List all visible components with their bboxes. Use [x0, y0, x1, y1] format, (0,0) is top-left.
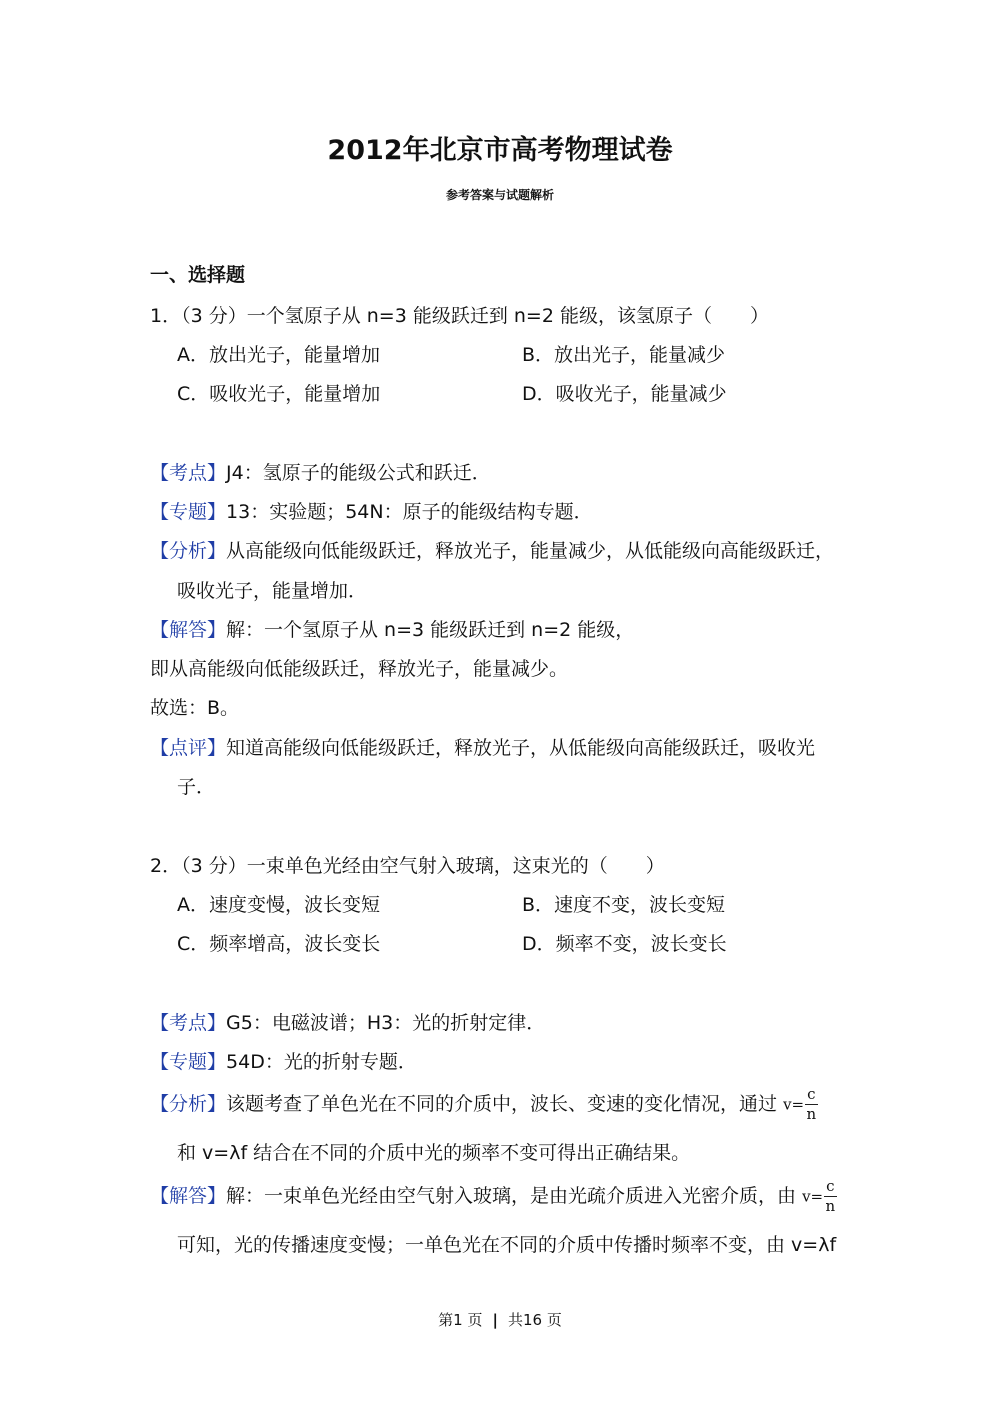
page-number: 第1 页	[438, 1311, 483, 1329]
fenxi-text: 从高能级向低能级跃迁，释放光子，能量减少，从低能级向高能级跃迁，	[226, 540, 835, 562]
q1-answer: 故选：B。	[150, 697, 240, 719]
q1-dianping	[150, 733, 815, 760]
q2-stem: 2．（3 分）一束单色光经由空气射入玻璃，这束光的（ ）	[150, 855, 665, 877]
formula-denominator: n	[806, 1105, 817, 1123]
kaodian-text: J4：氢原子的能级公式和跃迁．	[226, 462, 491, 484]
q1-dianping-cont: 子．	[177, 776, 216, 798]
q1-option-c: C．吸收光子，能量增加	[177, 383, 381, 405]
formula-numerator: c	[826, 1177, 835, 1195]
q1-fenxi-cont: 吸收光子，能量增加．	[177, 580, 368, 602]
q2-option-a: A．速度变慢，波长变短	[177, 894, 380, 916]
dianping-tag: 【点评】	[150, 737, 227, 759]
fenxi-tag: 【分析】	[150, 1093, 227, 1115]
kaodian-text: G5：电磁波谱；H3：光的折射定律．	[226, 1012, 546, 1034]
zhuanti-text: 13：实验题；54N：原子的能级结构专题．	[226, 501, 593, 523]
q1-stem: 1．（3 分）一个氢原子从 n=3 能级跃迁到 n=2 能级，该氢原子（ ）	[150, 305, 769, 327]
q2-option-b: B．速度不变，波长变短	[522, 894, 726, 916]
q1-kaodian	[150, 458, 491, 485]
kaodian-tag: 【考点】	[150, 462, 227, 484]
q2-zhuanti	[150, 1047, 417, 1074]
kaodian-tag: 【考点】	[150, 1012, 227, 1034]
zhuanti-tag: 【专题】	[150, 1051, 227, 1073]
q2-fenxi-cont: 和 v=λf 结合在不同的介质中光的频率不变可得出正确结果。	[177, 1142, 691, 1164]
q2-jieda	[150, 1179, 837, 1214]
q1-zhuanti	[150, 497, 593, 524]
q1-option-a: A．放出光子，能量增加	[177, 344, 380, 366]
zhuanti-text: 54D：光的折射专题．	[226, 1051, 417, 1073]
dianping-text: 知道高能级向低能级跃迁，释放光子，从低能级向高能级跃迁，吸收光	[226, 737, 816, 759]
formula-lhs: v=	[783, 1095, 805, 1114]
formula-numerator: c	[807, 1085, 816, 1103]
jieda-tag: 【解答】	[150, 1185, 227, 1207]
fenxi-text: 该题考查了单色光在不同的介质中，波长、变速的变化情况，通过	[226, 1093, 778, 1115]
q1-option-d: D．吸收光子，能量减少	[522, 383, 727, 405]
q2-kaodian	[150, 1008, 545, 1035]
total-pages: 共16 页	[507, 1311, 562, 1329]
section-heading: 一、选择题	[150, 264, 246, 286]
page-title: 2012年北京市高考物理试卷	[327, 135, 673, 166]
formula-v-c-over-n	[783, 1087, 817, 1122]
page-footer	[0, 1309, 1000, 1330]
jieda-tag: 【解答】	[150, 619, 227, 641]
formula-lhs: v=	[802, 1187, 824, 1206]
formula-v-c-over-n	[802, 1179, 836, 1214]
q1-jieda	[150, 615, 634, 642]
jieda-text: 解：一束单色光经由空气射入玻璃，是由光疏介质进入光密介质，由	[226, 1185, 797, 1207]
zhuanti-tag: 【专题】	[150, 501, 227, 523]
jieda-text: 解：一个氢原子从 n=3 能级跃迁到 n=2 能级，	[226, 619, 635, 641]
q1-option-b: B．放出光子，能量减少	[522, 344, 726, 366]
formula-denominator: n	[825, 1197, 836, 1215]
q1-fenxi	[150, 536, 834, 563]
q1-jieda-line2: 即从高能级向低能级跃迁，释放光子，能量减少。	[150, 658, 569, 680]
footer-separator: |	[492, 1311, 498, 1329]
q2-option-d: D．频率不变，波长变长	[522, 933, 727, 955]
q2-option-c: C．频率增高，波长变长	[177, 933, 381, 955]
q2-jieda-line2: 可知，光的传播速度变慢；一单色光在不同的介质中传播时频率不变，由 v=λf	[177, 1234, 837, 1256]
page-subtitle: 参考答案与试题解析	[445, 188, 554, 202]
q2-fenxi	[150, 1087, 818, 1122]
fenxi-tag: 【分析】	[150, 540, 227, 562]
